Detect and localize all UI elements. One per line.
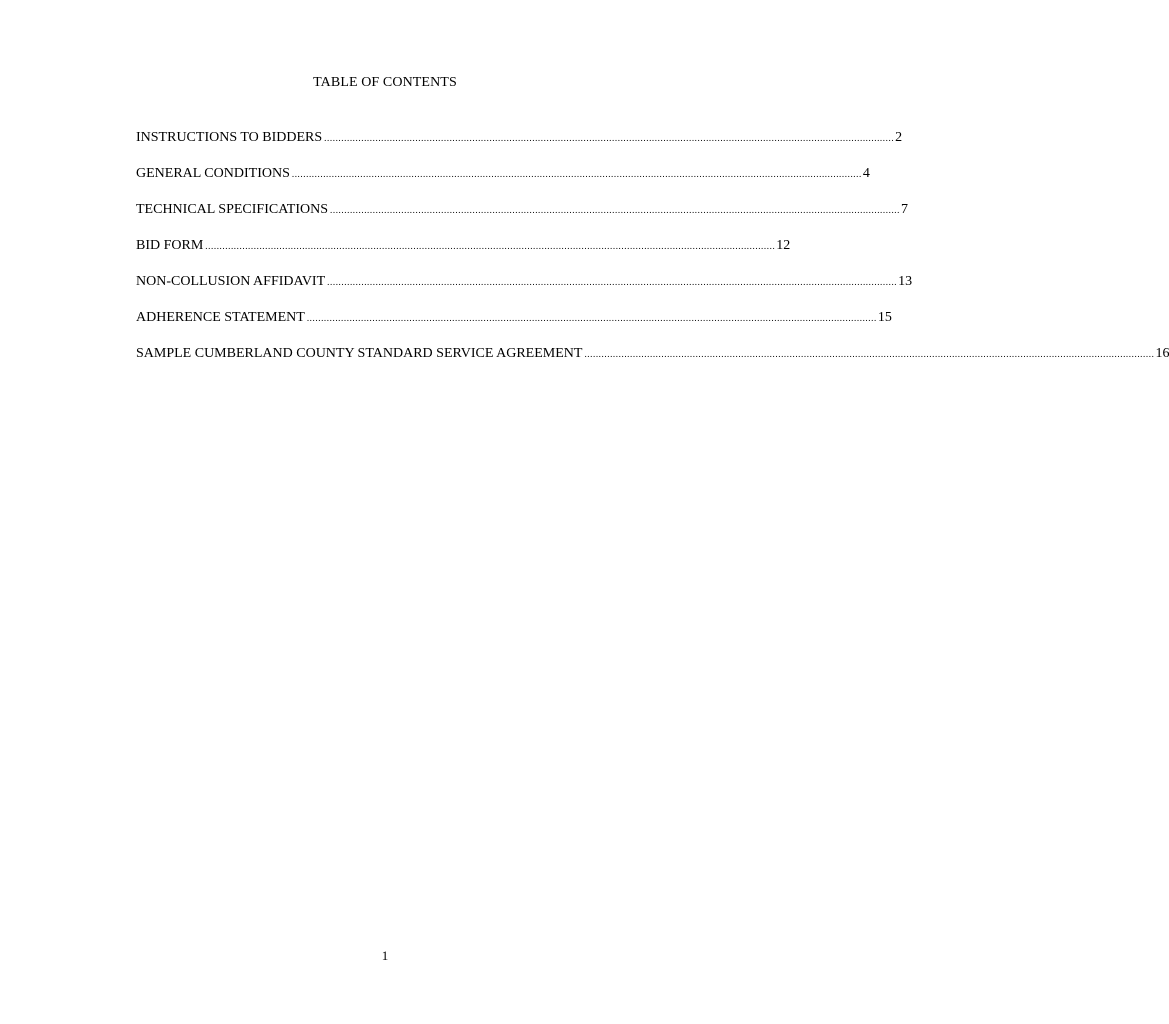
toc-leader-dots: ........................................................................................................................................................................................................ xyxy=(327,277,898,287)
toc-entry-label: GENERAL CONDITIONS xyxy=(136,166,290,181)
toc-leader-dots: ........................................................................................................................................................................................................ xyxy=(306,313,877,323)
toc-entry-page: 15 xyxy=(877,310,892,325)
toc-entry-adherence-statement[interactable] xyxy=(136,309,892,345)
toc-entry-general-conditions[interactable] xyxy=(136,165,870,201)
toc-entry-page: 16 xyxy=(1155,346,1169,361)
toc-entry-technical-specifications[interactable] xyxy=(136,201,908,237)
toc-entry-instructions-to-bidders[interactable] xyxy=(136,129,903,165)
toc-list xyxy=(136,129,1169,381)
toc-entry-page: 12 xyxy=(776,238,791,253)
toc-title: TABLE OF CONTENTS xyxy=(313,75,457,90)
toc-entry-sample-service-agreement[interactable] xyxy=(136,345,1169,381)
toc-entry-bid-form[interactable] xyxy=(136,237,791,273)
toc-leader-dots: ........................................................................................................................................................................................................ xyxy=(324,133,895,143)
toc-entry-label: BID FORM xyxy=(136,238,204,253)
toc-entry-label: INSTRUCTIONS TO BIDDERS xyxy=(136,130,323,145)
toc-entry-label: ADHERENCE STATEMENT xyxy=(136,310,305,325)
page-number: 1 xyxy=(381,948,389,963)
toc-leader-dots: ........................................................................................................................................................................................................ xyxy=(584,349,1155,359)
toc-entry-non-collusion-affidavit[interactable] xyxy=(136,273,913,309)
toc-leader-dots: ........................................................................................................................................................................................................ xyxy=(330,205,900,215)
toc-entry-page: 7 xyxy=(901,202,908,217)
toc-entry-page: 13 xyxy=(898,274,913,289)
toc-entry-label: SAMPLE CUMBERLAND COUNTY STANDARD SERVICE AGREEMENT xyxy=(136,346,583,361)
toc-entry-page: 4 xyxy=(862,166,870,181)
toc-leader-dots: ........................................................................................................................................................................................................ xyxy=(205,241,776,251)
toc-entry-page: 2 xyxy=(895,130,903,145)
toc-entry-label: TECHNICAL SPECIFICATIONS xyxy=(136,202,328,217)
toc-entry-label: NON-COLLUSION AFFIDAVIT xyxy=(136,274,326,289)
toc-leader-dots: ........................................................................................................................................................................................................ xyxy=(291,169,862,179)
